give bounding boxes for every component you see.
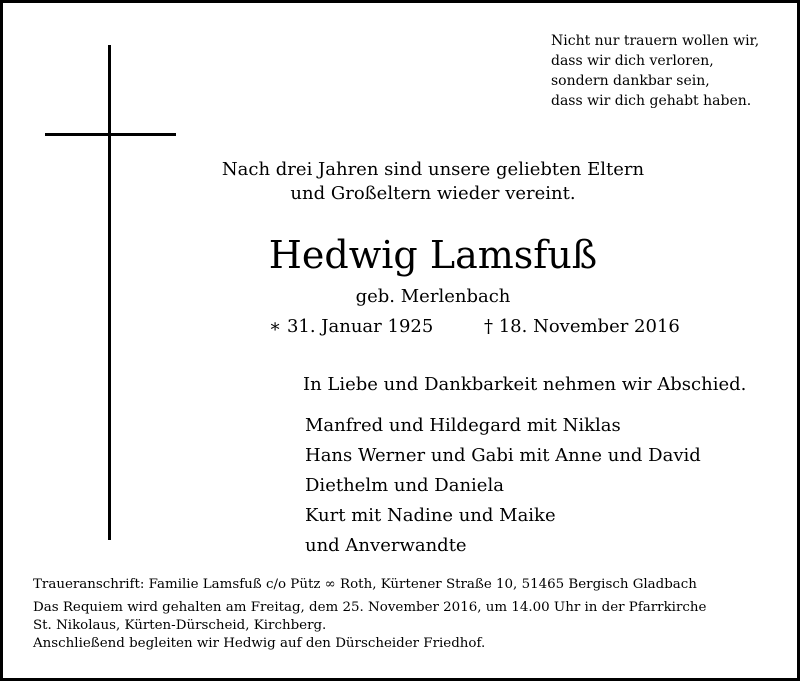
mourners-list [305, 411, 701, 561]
birth-name: geb. Merlenbach [355, 286, 511, 307]
mourner-entry: Kurt mit Nadine und Maike [305, 505, 556, 526]
intro-line: Nach drei Jahren sind unsere geliebten Eltern [221, 159, 645, 180]
deceased-name: Hedwig Lamsfuß [268, 233, 598, 277]
requiem-info-line: St. Nikolaus, Kürten-Dürscheid, Kirchberg. [33, 618, 327, 633]
mourner-entry: Manfred und Hildegard mit Niklas [305, 415, 621, 436]
farewell-text: In Liebe und Dankbarkeit nehmen wir Abschied. [303, 374, 747, 395]
intro-text [203, 158, 663, 206]
poem-line: sondern dankbar sein, [551, 73, 710, 89]
burial-info: Anschließend begleiten wir Hedwig auf den Dürscheider Friedhof. [33, 636, 486, 651]
poem-line: dass wir dich gehabt haben. [551, 93, 752, 109]
poem-verse [551, 31, 759, 111]
cross-horizontal-bar [45, 133, 176, 136]
poem-line: dass wir dich verloren, [551, 53, 714, 69]
requiem-info-line: Das Requiem wird gehalten am Freitag, dem 25. November 2016, um 14.00 Uhr in der Pfarrkirche [33, 600, 707, 615]
birth-date: ∗ 31. Januar 1925 [269, 316, 434, 337]
death-date: † 18. November 2016 [484, 316, 680, 337]
mourning-address: Traueranschrift: Familie Lamsfuß c/o Pütz ∞ Roth, Kürtener Straße 10, 51465 Bergisch Gladbach [33, 577, 697, 592]
mourner-entry: Hans Werner und Gabi mit Anne und David [305, 445, 701, 466]
intro-line: und Großeltern wieder vereint. [290, 183, 576, 204]
mourner-entry: und Anverwandte [305, 535, 467, 556]
poem-line: Nicht nur trauern wollen wir, [551, 33, 760, 49]
cross-vertical-bar [108, 45, 111, 540]
mourner-entry: Diethelm und Daniela [305, 475, 504, 496]
footer-info [33, 576, 706, 653]
